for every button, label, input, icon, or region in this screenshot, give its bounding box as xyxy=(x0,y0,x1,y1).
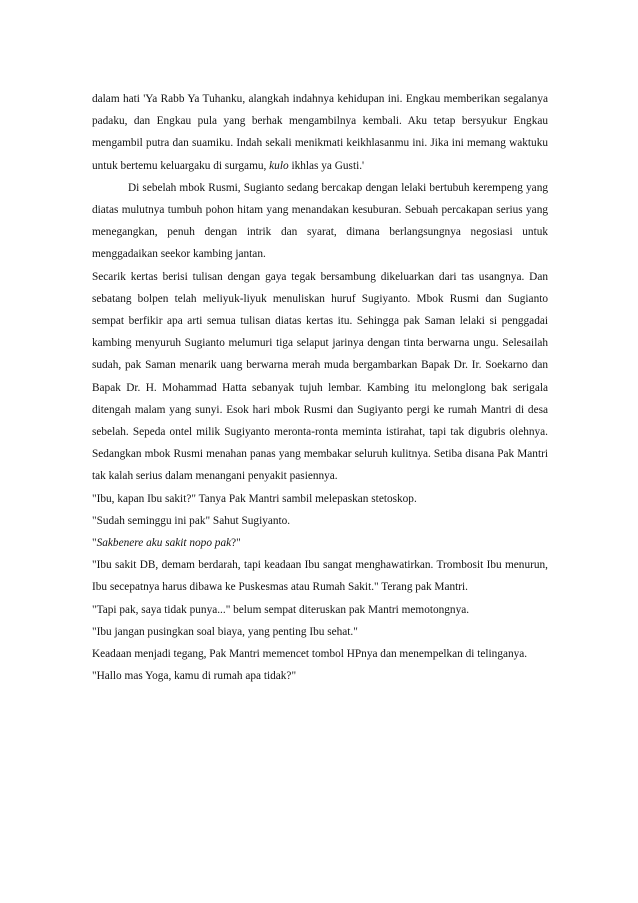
dialogue-line: "Hallo mas Yoga, kamu di rumah apa tidak?" xyxy=(92,670,297,683)
text-span: dalam hati 'Ya Rabb Ya Tuhanku, alangkah indahnya kehidupan ini. Engkau memberikan segalanya padaku, dan Engkau pula yang berhak mengambilnya kembali. Aku tetap bersyukur Engkau mengambil putra dan suamiku. Indah sekali menikmati keikhlasanmu ini. Jika ini memang waktuku untuk bertemu keluargaku di surgamu, xyxy=(92,93,548,172)
dialogue-line: "Ibu sakit DB, demam berdarah, tapi keadaan Ibu sangat menghawatirkan. Trombosit Ibu menurun, Ibu secepatnya harus dibawa ke Puskesmas atau Rumah Sakit." Terang pak Mantri. xyxy=(92,559,548,594)
dialogue-line: "Ibu, kapan Ibu sakit?" Tanya Pak Mantri sambil melepaskan stetoskop. xyxy=(92,492,417,505)
dialogue-line: "Tapi pak, saya tidak punya..." belum sempat diteruskan pak Mantri memotongnya. xyxy=(92,603,470,616)
dialogue-line: "Ibu jangan pusingkan soal biaya, yang penting Ibu sehat." xyxy=(92,625,358,638)
text-span: " xyxy=(92,537,97,550)
dialogue-line: "Sudah seminggu ini pak" Sahut Sugiyanto. xyxy=(92,514,291,527)
paragraph-paper: Secarik kertas berisi tulisan dengan gaya tegak bersambung dikeluarkan dari tas usangnya. Dan sebatang bolpen telah meliyuk-liyuk menuliskan huruf Sugiyanto. Mbok Rusmi dan Sugianto sempat berfikir apa arti semua tulisan diatas kertas itu. Sehingga pak Saman lelaki si penggadai kambing menyuruh Sugianto melumuri tiga selaput jarinya dengan tinta berwarna ungu. Selesailah sudah, pak Saman menarik uang berwarna merah muda bergambarkan Bapak Dr. Ir. Soekarno dan Bapak Dr. H. Mohammad Hatta sebanyak tujuh lembar. Kambing itu melonglong bak serigala ditengah malam yang sunyi. Esok hari mbok Rusmi dan Sugiyanto pergi ke rumah Mantri di desa sebelah. Sepeda ontel milik Sugiyanto meronta-ronta meminta istirahat, tapi tak digubris olehnya. Sedangkan mbok Rusmi menahan panas yang membakar seluruh kulitnya. Setiba disana Pak Mantri tak kalah serius dalam menangani penyakit pasiennya. xyxy=(92,270,548,483)
text-span: ikhlas ya Gusti.' xyxy=(288,159,365,172)
italic-word: kulo xyxy=(269,159,289,172)
dialogue-line xyxy=(92,532,548,554)
text-span: ?" xyxy=(231,537,241,550)
paragraph-phone: Keadaan menjadi tegang, Pak Mantri memencet tombol HPnya dan menempelkan di telinganya. xyxy=(92,648,528,661)
paragraph-prayer xyxy=(92,88,548,177)
paragraph-negotiation: Di sebelah mbok Rusmi, Sugianto sedang bercakap dengan lelaki bertubuh kerempeng yang diatas mulutnya tumbuh pohon hitam yang menandakan kesuburan. Sebuah percakapan serius yang menegangkan, penuh dengan intrik dan syarat, dimana berlangsungnya negosiasi untuk menggadaikan seekor kambing jantan. xyxy=(92,181,548,261)
italic-phrase: Sakbenere aku sakit nopo pak xyxy=(96,537,232,550)
story-text xyxy=(92,88,548,687)
